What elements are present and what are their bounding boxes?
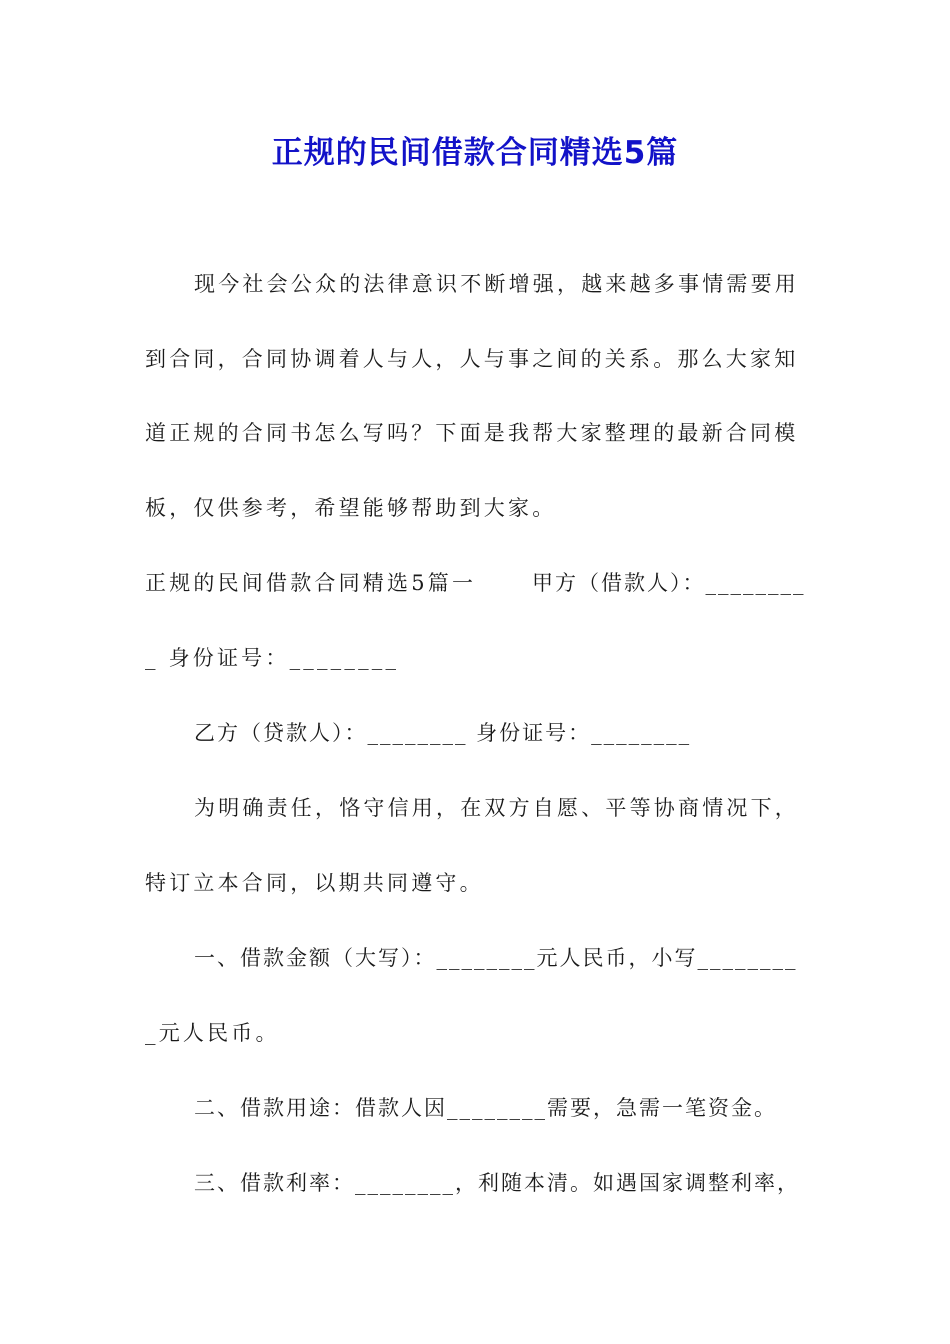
party-a-line: 甲方（借款人）：________	[532, 571, 806, 595]
preamble-line-1: 为明确责任，恪守信用，在双方自愿、平等协商情况下，	[194, 796, 799, 820]
intro-line-1: 现今社会公众的法律意识不断增强，越来越多事情需要用	[194, 272, 799, 296]
clause-1-line-2: _元人民币。	[145, 1021, 280, 1045]
document-title: 正规的民间借款合同精选5篇	[271, 135, 679, 171]
intro-line-2: 到合同，合同协调着人与人，人与事之间的关系。那么大家知	[145, 347, 799, 371]
intro-line-4: 板，仅供参考，希望能够帮助到大家。	[145, 496, 557, 520]
clause-3-line: 三、借款利率：________，利随本清。如遇国家调整利率，	[194, 1171, 800, 1195]
section-heading: 正规的民间借款合同精选5篇一	[145, 571, 477, 595]
clause-2-line: 二、借款用途：借款人因________需要，急需一笔资金。	[194, 1096, 777, 1120]
intro-line-3: 道正规的合同书怎么写吗？下面是我帮大家整理的最新合同模	[145, 421, 799, 445]
party-b-line: 乙方（贷款人）：________ 身份证号：________	[194, 721, 692, 745]
clause-1-line-1: 一、借款金额（大写）：________元人民币，小写________	[194, 946, 798, 970]
party-a-id-line: _ 身份证号：________	[145, 646, 400, 670]
preamble-line-2: 特订立本合同，以期共同遵守。	[145, 871, 484, 895]
